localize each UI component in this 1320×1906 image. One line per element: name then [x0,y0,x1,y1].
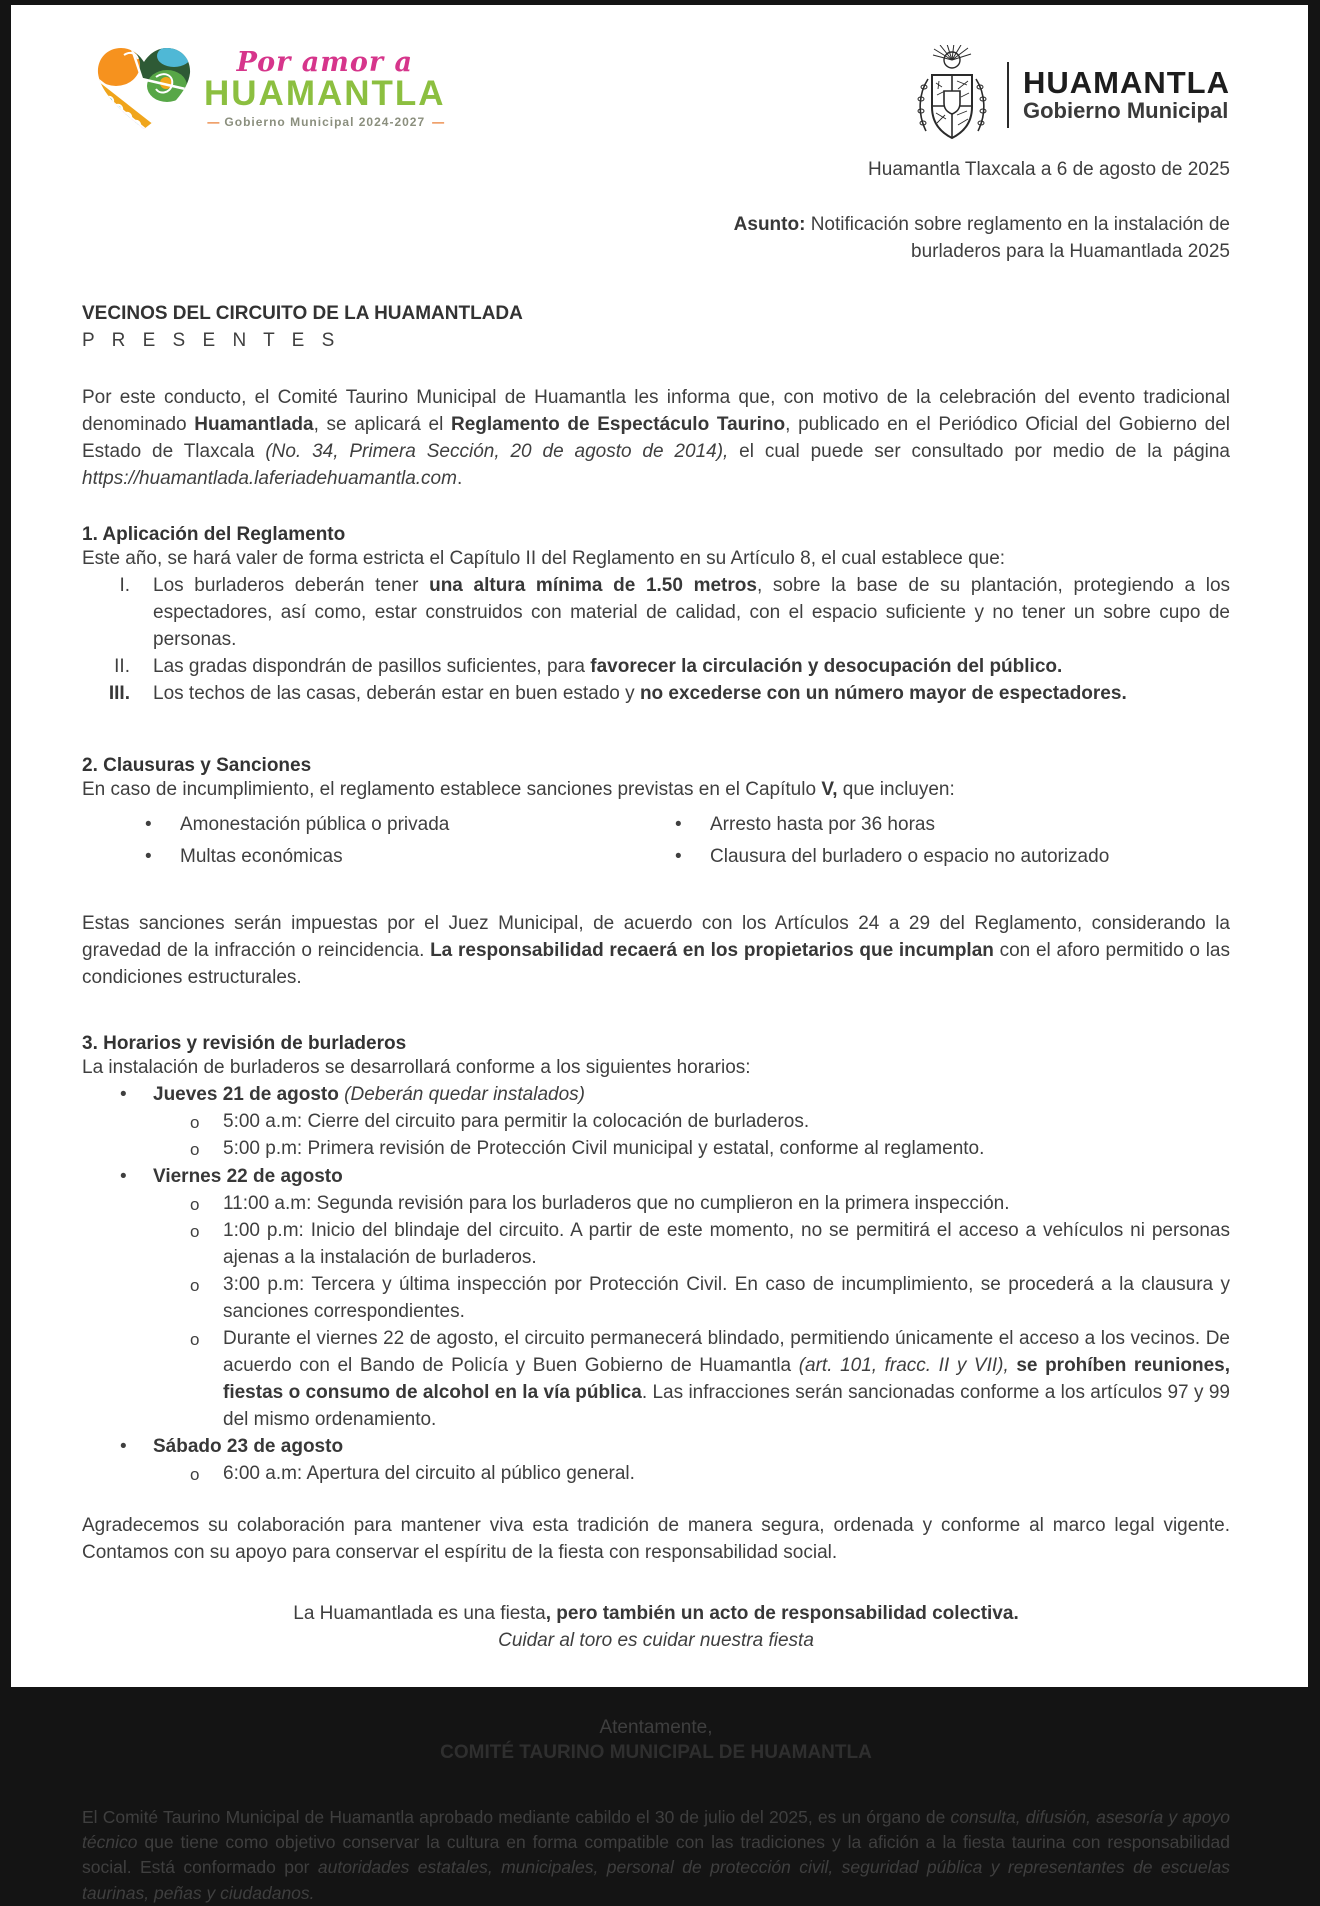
list-marker: • [120,1165,127,1187]
footer-note: El Comité Taurino Municipal de Huamantla aprobado mediante cabildo el 30 de julio del 2025, es un órgano de consulta, difusión, asesoría y apoyo técnico que tiene como objetivo conservar la cultura en forma compatible con las tradiciones y la afición a la fiesta taurina con responsabilidad social. Está conformado por autoridades estatales, municipales, personal de protección civil, seguridad pública y representantes de escuelas taurinas, peñas y ciudadanos. [82,1806,1230,1903]
closing-motto-line1: La Huamantlada es una fiesta, pero también un acto de responsabilidad colectiva. [293,1602,1019,1624]
list-marker: o [190,1140,200,1160]
list-item-text: Los burladeros deberán tener una altura mínima de 1.50 metros, sobre la base de su plantación, protegiendo a los espectadores, así como, estar construidos con material de calidad, con el espacio suficiente y no tener un sobre cupo de personas. [153,574,1231,650]
subject-block: Asunto: Notificación sobre reglamento en la instalación de burladeros para la Huamantlada 2025 [733,214,1230,262]
section-1-title: 1. Aplicación del Reglamento [82,523,346,545]
list-marker: • [145,845,152,867]
list-marker: • [120,1435,127,1457]
left-logo-subline [207,115,442,129]
schedule-entry [82,1218,1230,1272]
recipient-presentes: P R E S E N T E S [82,329,341,351]
list-marker: o [190,1113,200,1133]
logo-divider [1007,62,1009,128]
schedule-day-label: Jueves 21 de agosto (Deberán quedar instalados) [153,1084,585,1106]
recipient-name: VECINOS DEL CIRCUITO DE LA HUAMANTLADA [82,302,523,324]
list-item-text: Clausura del burladero o espacio no autorizado [710,845,1110,867]
schedule-entry [82,1136,1230,1163]
list-item [82,681,1230,708]
signature-committee: COMITÉ TAURINO MUNICIPAL DE HUAMANTLA [440,1741,872,1763]
left-logo-subline-text: Gobierno Municipal 2024-2027 [224,114,426,129]
list-marker: • [675,813,682,835]
section-1-lead: Este año, se hará valer de forma estricta el Capítulo II del Reglamento en su Artículo 8, el cual establece que: [82,547,1006,569]
schedule-day [82,1434,1230,1461]
recipient-block [82,303,1230,352]
left-logo-tagline: Por amor a [236,47,413,79]
left-logo-text [204,49,446,129]
closing-motto-line2: Cuidar al toro es cuidar nuestra fiesta [498,1629,814,1651]
dash-ornament: — [207,114,218,129]
list-item [656,841,1230,873]
intro-paragraph: Por este conducto, el Comité Taurino Municipal de Huamantla les informa que, con motivo de la celebración del evento tradicional denominado Huamantlada, se aplicará el Reglamento de Espectáculo Taurino, publicado en el Periódico Oficial del Gobierno del Estado de Tlaxcala (No. 34, Primera Sección, 20 de agosto de 2014), el cual puede ser consultado por medio de la página https://huamantlada.laferiadehuamantla.com. [82,386,1230,489]
dash-ornament: — [432,114,443,129]
schedule-entry [82,1191,1230,1218]
list-item-text: Amonestación pública o privada [180,813,450,835]
schedule-day [82,1082,1230,1109]
schedule-entry [82,1272,1230,1326]
section-2-lead: En caso de incumplimiento, el reglamento establece sanciones previstas en el Capítulo V, que incluyen: [82,778,955,800]
left-logo-wordmark: HUAMANTLA [204,74,446,114]
section-3-lead: La instalación de burladeros se desarrollará conforme a los siguientes horarios: [82,1057,751,1079]
schedule-entry-text: 5:00 a.m: Cierre del circuito para permitir la colocación de burladeros. [223,1111,810,1133]
list-marker: • [145,813,152,835]
schedule-entry-text: 6:00 a.m: Apertura del circuito al público general. [223,1462,635,1484]
schedule-entry [82,1109,1230,1136]
list-marker: o [190,1464,200,1484]
list-marker: o [190,1221,200,1241]
list-marker: I. [119,574,130,596]
right-logo-text [1022,64,1230,124]
right-logo-subline: Gobierno Municipal [1022,98,1229,124]
heart-logo-icon [94,43,194,135]
schedule-entry-text: 5:00 p.m: Primera revisión de Protección Civil municipal y estatal, conforme al reglamento. [223,1138,985,1160]
list-marker: II. [114,655,130,677]
list-item [82,654,1230,681]
sanctions-column-right [656,809,1230,873]
list-marker: o [190,1275,200,1295]
list-item [82,809,656,841]
list-item-text: Multas económicas [180,845,343,867]
sanctions-column-left [82,809,656,873]
list-marker: o [190,1329,200,1349]
document-content [11,5,1308,1906]
list-marker: III. [108,682,130,704]
section-3-title: 3. Horarios y revisión de burladeros [82,1033,407,1055]
section-1 [82,524,1230,708]
schedule-entry-text: Durante el viernes 22 de agosto, el circuito permanecerá blindado, permitiendo únicamente el acceso a los vecinos. De acuerdo con el Bando de Policía y Buen Gobierno de Huamantla (art. 101, fracc. II y VII), se prohíben reuniones, fiestas o consumo de alcohol en la vía pública. Las infracciones serán sancionadas conforme a los artículos 97 y 99 del mismo ordenamiento. [223,1327,1230,1430]
list-marker: o [190,1194,200,1214]
list-marker: • [675,845,682,867]
schedule-entry-text: 11:00 a.m: Segunda revisión para los burladeros que no cumplieron en la primera inspección. [223,1192,1010,1214]
left-municipal-logo [94,43,446,135]
right-logo-wordmark: HUAMANTLA [1022,64,1230,100]
coat-of-arms-icon [911,45,993,145]
sanctions-paragraph: Estas sanciones serán impuestas por el Juez Municipal, de acuerdo con los Artículos 24 a 29 del Reglamento, considerando la gravedad de la infracción o reincidencia. La responsabilidad recaerá en los propietarios que incumplan con el aforo permitido o las condiciones estructurales. [82,913,1230,989]
header [94,43,1230,145]
schedule-entry [82,1461,1230,1488]
section-2-title: 2. Clausuras y Sanciones [82,754,312,776]
schedule-day [82,1164,1230,1191]
section-3 [82,1033,1230,1487]
document-page [11,5,1308,1903]
signature-salutation: Atentamente, [599,1716,713,1738]
schedule-entry [82,1326,1230,1434]
signature-block [82,1717,1230,1764]
date-line: Huamantla Tlaxcala a 6 de agosto de 2025 [868,159,1230,180]
schedule-entry-text: 3:00 p.m: Tercera y última inspección por Protección Civil. En caso de incumplimiento, se procederá a la clausura y sanciones correspondientes. [223,1273,1230,1322]
section-2 [82,755,1230,993]
right-municipal-logo [911,45,1230,145]
list-item-text: Las gradas dispondrán de pasillos suficientes, para favorecer la circulación y desocupación del público. [153,655,1063,677]
schedule-day-label: Viernes 22 de agosto [153,1165,343,1187]
closing-paragraph: Agradecemos su colaboración para mantener viva esta tradición de manera segura, ordenada y conforme al marco legal vigente. Contamos con su apoyo para conservar el espíritu de la fiesta con responsabilidad social. [82,1514,1230,1563]
schedule-entry-text: 1:00 p.m: Inicio del blindaje del circuito. A partir de este momento, no se permitirá el acceso a vehículos ni personas ajenas a la instalación de burladeros. [223,1219,1230,1268]
schedule-day-label: Sábado 23 de agosto [153,1435,344,1457]
list-item-text: Arresto hasta por 36 horas [710,813,935,835]
list-marker: • [120,1084,127,1106]
list-item [82,841,656,873]
sanctions-bullets [82,809,1230,873]
list-item-text: Los techos de las casas, deberán estar en buen estado y no excederse con un número mayor de espectadores. [153,682,1127,704]
list-item [82,573,1230,654]
list-item [656,809,1230,841]
